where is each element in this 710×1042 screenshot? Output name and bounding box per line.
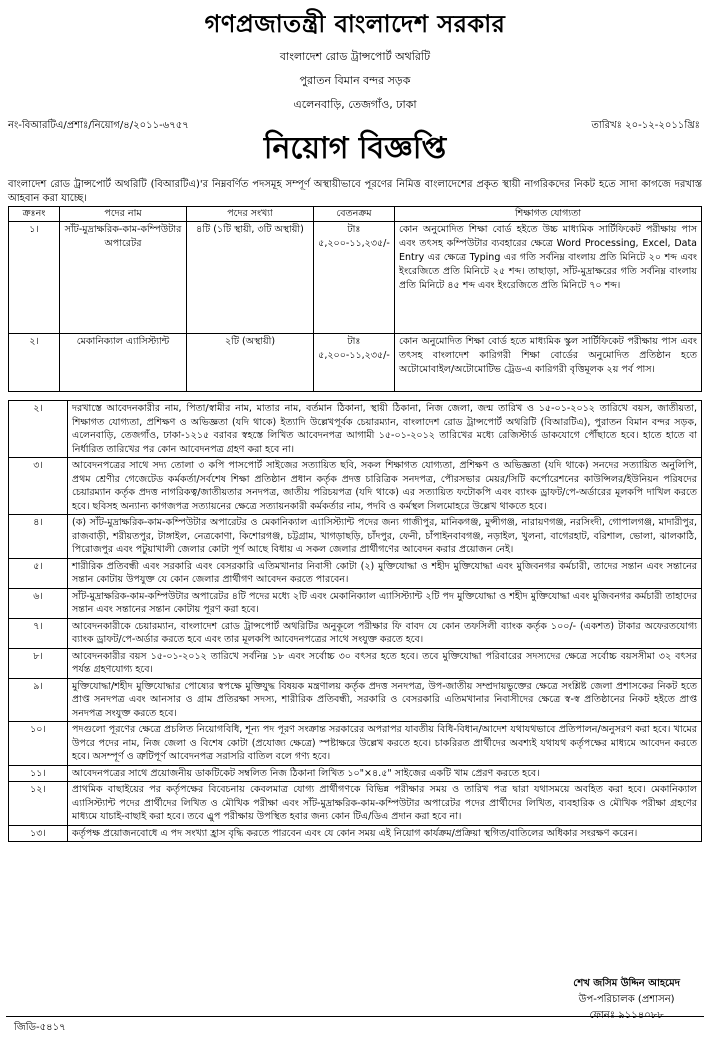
row-post-count: ২টি (অস্থায়ী) xyxy=(187,334,314,392)
row-serial: ২। xyxy=(9,334,60,392)
row-pay-scale: টাঃ ৫,২০০-১১,২৩৫/- xyxy=(314,222,395,334)
condition-number: ৪। xyxy=(9,515,68,559)
row-serial: ১। xyxy=(9,222,60,334)
list-item xyxy=(9,782,702,826)
authority-name: বাংলাদেশ রোড ট্রান্সপোর্ট অথরিটি xyxy=(279,50,431,63)
row-post-name: সাঁট-মুদ্রাক্ষরিক-কাম-কম্পিউটার অপারেটর xyxy=(60,222,187,334)
list-item xyxy=(9,618,702,648)
condition-text: দরখাস্তে আবেদনকারীর নাম, পিতা/স্বামীর নাম, মাতার নাম, বর্তমান ঠিকানা, স্থায়ী ঠিকানা, নিজ জেলা, জন্ম তারিখ ও ১৫-০১-২০১২ তারিখে বয়স, জাতীয়তা, শিক্ষাগত যোগ্যতা, প্রশিক্ষণ ও অভিজ্ঞতা (যদি থাকে) ইত্যাদি উল্লেখপূর্বক চেয়ারম্যান, বাংলাদেশ রোড ট্রান্সপোর্ট অথরিটি (বিআরটিএ), পুরাতন বিমান বন্দর সড়ক, এলেনবাড়ি, তেজগাঁও, ঢাকা-১২১৫ বরাবর স্বহস্তে লিখিত আবেদনপত্র আগামী ১৫-০১-২০১২ তারিখের মধ্যে রেজিস্টার্ড ডাকযোগে পৌঁছাতে হবে। হাতে হাতে বা নির্ধারিত তারিখের পর কোন আবেদনপত্র গ্রহণ করা হবে না। xyxy=(68,401,702,458)
address-line-1: পুরাতন বিমান বন্দর সড়ক xyxy=(299,74,411,87)
condition-number: ৩। xyxy=(9,458,68,515)
header-pay-scale: বেতনক্রম xyxy=(314,207,395,222)
list-item xyxy=(9,558,702,588)
condition-text: আবেদনকারীর বয়স ১৫-০১-২০১২ তারিখে সর্বনিম্ন ১৮ এবং সর্বোচ্চ ৩০ বৎসর হতে হবে। তবে মুক্তিযোদ্ধা পরিবারের সদস্যদের ক্ষেত্রে সর্বোচ্চ বয়সসীমা ৩২ বৎসর পর্যন্ত গ্রহণযোগ্য হবে। xyxy=(68,648,702,678)
list-item xyxy=(9,678,702,722)
condition-text: আবেদনপত্রের সাথে সদ্য তোলা ৩ কপি পাসপোর্ট সাইজের সত্যায়িত ছবি, সকল শিক্ষাগত যোগ্যতা, প্রশিক্ষণ ও অভিজ্ঞতা (যদি থাকে) সনদের সত্যায়িত অনুলিপি, প্রথম শ্রেণীর গেজেটেড কর্মকর্তা/সর্বশেষ শিক্ষা প্রতিষ্ঠান প্রধান কর্তৃক প্রদত্ত চারিত্রিক সনদপত্র, পৌরসভার মেয়র/সিটি কর্পোরেশনের কাউন্সিলর/ইউনিয়ন পরিষদের চেয়ারম্যান কর্তৃক প্রদত্ত নাগরিকত্ব/জাতীয়তার সনদপত্র, জাতীয় পরিচয়পত্র (যদি থাকে) এর সত্যায়িত ফটোকপি এবং ব্যাংক ড্রাফট/পে-অর্ডারের মূলকপি দাখিল করতে হবে। ছবিসহ অন্যান্য কাগজপত্র সত্যায়নের ক্ষেত্রে সত্যায়নকারী কর্মকর্তার নাম, পদবি ও কর্মস্থল সিলমোহরে উল্লেখ থাকতে হবে। xyxy=(68,458,702,515)
condition-number: ৫। xyxy=(9,558,68,588)
header-qualification: শিক্ষাগত যোগ্যতা xyxy=(395,207,702,222)
memo-date: তারিখঃ ২০-১২-২০১১খ্রিঃ xyxy=(591,120,700,131)
list-item xyxy=(9,825,702,842)
condition-number: ১১। xyxy=(9,765,68,782)
condition-text: (ক) সাঁট-মুদ্রাক্ষরিক-কাম-কম্পিউটার অপারেটর ও মেকানিক্যাল এ্যাসিস্ট্যান্ট পদের জন্য গাজীপুর, মানিকগঞ্জ, মুন্সীগঞ্জ, নারায়ণগঞ্জ, নরসিংদী, গোপালগঞ্জ, মাদারীপুর, রাজবাড়ী, শরীয়তপুর, টাঙ্গাইল, নেত্রকোণা, কিশোরগঞ্জ, চট্টগ্রাম, খাগড়াছড়ি, চাঁদপুর, ফেনী, চাঁপাইনবাবগঞ্জ, নড়াইল, খুলনা, বাগেরহাট, বরিশাল, ভোলা, ঝালকাঠি, পিরোজপুর এবং পটুয়াখালী জেলার কোটা পূর্ণ আছে বিধায় এ সকল জেলার প্রার্থীগণের আবেদন করার প্রয়োজন নেই। xyxy=(68,515,702,559)
signatory-designation: উপ-পরিচালক (প্রশাসন) xyxy=(578,994,675,1005)
intro-paragraph: বাংলাদেশ রোড ট্রান্সপোর্ট অথরিটি (বিআরটিএ)'র নিম্নবর্ণিত পদসমূহ সম্পূর্ণ অস্থায়ীভাবে পূরণের নিমিত্ত বাংলাদেশের প্রকৃত স্থায়ী নাগরিকদের নিকট হতে সাদা কাগজে দরখাস্ত আহবান করা যাচ্ছে। xyxy=(8,179,702,204)
condition-number: ৯। xyxy=(9,678,68,722)
condition-text: আবেদনপত্রের সাথে প্রয়োজনীয় ডাকটিকেট সম্বলিত নিজ ঠিকানা লিখিত ১০"×৪.৫" সাইজের একটি খাম প্রেরণ করতে হবে। xyxy=(68,765,702,782)
list-item xyxy=(9,648,702,678)
row-qualification: কোন অনুমোদিত শিক্ষা বোর্ড হইতে উচ্চ মাধ্যমিক সার্টিফিকেট পরীক্ষায় পাস এবং তৎসহ কম্পিউটার ব্যবহারের ক্ষেত্রে Word Processing, Excel, Data Entry এর ক্ষেত্রে Typing এর গতি সর্বনিম্ন বাংলায় প্রতি মিনিটে ২০ শব্দ এবং ইংরেজিতে প্রতি মিনিটে ২৫ শব্দ। তাছাড়া, সাঁট-মুদ্রাক্ষরের গতি সর্বনিম্ন বাংলায় প্রতি মিনিটে ৪৫ শব্দ এবং ইংরেজিতে প্রতি মিনিটে ৭০ শব্দ। xyxy=(395,222,702,334)
header-serial: ক্রঃনং xyxy=(9,207,60,222)
table-row xyxy=(9,222,702,334)
condition-text: প্রাথমিক বাছাইয়ের পর কর্তৃপক্ষের বিবেচনায় কেবলমাত্র যোগ্য প্রার্থীগণকে বিভিন্ন পরীক্ষার সময় ও তারিখ পত্র দ্বারা যথাসময়ে অবহিত করা হবে। মেকানিক্যাল এ্যাসিস্ট্যান্ট পদের প্রার্থীদের লিখিত ও মৌখিক পরীক্ষা এবং সাঁট-মুদ্রাক্ষরিক-কাম-কম্পিউটার অপারেটর পদের প্রার্থীদের লিখিত, ব্যবহারিক ও মৌখিক পরীক্ষা গ্রহণের মাধ্যমে যাচাই-বাছাই করা হবে। তবে এ্রুপ পরীক্ষায় উপস্থিত হবার জন্য কোন টিএ/ডিএ প্রদান করা হবে না। xyxy=(68,782,702,826)
conditions-table xyxy=(8,400,702,842)
condition-number: ৬। xyxy=(9,588,68,618)
condition-text: পদগুলো পূরণের ক্ষেত্রে প্রচলিত নিয়োগবিধি, শূন্য পদ পূরণ সংক্রান্ত সরকারের অপরাপর যাবতীয় বিধি-বিধান/আদেশ যথাযথভাবে প্রতিপালন/অনুসরণ করা হবে। খামের উপরে পদের নাম, নিজ জেলা ও বিশেষ কোটা (প্রযোজ্য ক্ষেত্রে) স্পষ্টাক্ষরে উল্লেখ করতে হবে। চাকরিরত প্রার্থীদের অবশ্যই যথাযথ কর্তৃপক্ষের মাধ্যমে আবেদন করতে হবে। অসম্পূর্ণ ও ত্রুটিপূর্ণ আবেদনপত্র সরাসরি বাতিল বলে গণ্য হবে। xyxy=(68,722,702,766)
notice-title: নিয়োগ বিজ্ঞপ্তি xyxy=(263,131,447,166)
government-title: গণপ্রজাতন্ত্রী বাংলাদেশ সরকার xyxy=(204,10,506,38)
condition-number: ১৩। xyxy=(9,825,68,842)
row-qualification: কোন অনুমোদিত শিক্ষা বোর্ড হতে মাধ্যমিক স্কুল সার্টিফিকেট পরীক্ষায় পাস এবং তৎসহ বাংলাদেশ কারিগরী শিক্ষা বোর্ডের অনুমোদিত প্রতিষ্ঠান হতে অটোমোবাইল/অটোমোটিভ ট্রেড-এ কারিগরী বৃত্তিমূলক ২য় পর্ব পাস। xyxy=(395,334,702,392)
footer-divider xyxy=(6,1016,704,1017)
condition-number: ১২। xyxy=(9,782,68,826)
posts-table xyxy=(8,206,702,392)
row-pay-scale: টাঃ ৫,২০০-১১,২৩৫/- xyxy=(314,334,395,392)
posts-table-header xyxy=(9,207,702,222)
header-post-name: পদের নাম xyxy=(60,207,187,222)
condition-text: আবেদনকারীকে চেয়ারম্যান, বাংলাদেশ রোড ট্রান্সপোর্ট অথরিটির অনুকূলে পরীক্ষার ফি বাবদ যে কোন তফসিলী ব্যাংক কর্তৃক ১০০/- (একশত) টাকার অফেরতযোগ্য ব্যাংক ড্রাফট/পে-অর্ডার করতে হবে এবং তার মূলকপি আবেদনপত্রের সাথে সংযুক্ত করতে হবে। xyxy=(68,618,702,648)
list-item xyxy=(9,722,702,766)
condition-number: ৮। xyxy=(9,648,68,678)
row-post-name: মেকানিক্যাল এ্যাসিস্ট্যান্ট xyxy=(60,334,187,392)
condition-text: মুক্তিযোদ্ধা/শহীদ মুক্তিযোদ্ধার পোষ্যের স্বপক্ষে মুক্তিযুদ্ধ বিষয়ক মন্ত্রণালয় কর্তৃক প্রদত্ত সনদপত্র, উপ-জাতীয় সম্প্রদায়ভুক্তের ক্ষেত্রে সংশ্লিষ্ট জেলা প্রশাসকের নিকট হতে প্রাপ্ত সনদপত্র এবং আনসার ও গ্রাম প্রতিরক্ষা সদস্য, শারীরিক প্রতিবন্ধী, সরকারি ও বেসরকারি এতিমখানার নিবাসীদের ক্ষেত্রে স্ব-স্ব প্রতিষ্ঠানের নিকট হইতে প্রাপ্ত সনদপত্র সংযুক্ত করতে হবে। xyxy=(68,678,702,722)
memo-reference: নং-বিআরটিএ/প্রশাঃ/নিয়োগ/৪/২০১১-৬৭৫৭ xyxy=(8,120,189,131)
signatory-name: শেখ জসিম উদ্দিন আহমেদ xyxy=(573,978,680,989)
table-row xyxy=(9,334,702,392)
condition-text: শারীরিক প্রতিবন্ধী এবং সরকারি এবং বেসরকারি এতিমখানার নিবাসী কোটা (২) মুক্তিযোদ্ধা ও শহীদ মুক্তিযোদ্ধা এবং মুজিবনগর কর্মচারী, তাদের সন্তান এবং সন্তানের সন্তান কোটায় উপযুক্ত যে কোন জেলার প্রার্থীগণ আবেদন করতে পারবেন। xyxy=(68,558,702,588)
gd-number: জিডি-৫৪১৭ xyxy=(14,1022,66,1033)
condition-number: ১০। xyxy=(9,722,68,766)
list-item xyxy=(9,588,702,618)
condition-text: সাঁট-মুদ্রাক্ষরিক-কাম-কম্পিউটার অপারেটর ৪টি পদের মধ্যে ২টি এবং মেকানিক্যাল এ্যাসিস্ট্যান্ট ২টি পদ মুক্তিযোদ্ধা ও শহীদ মুক্তিযোদ্ধা এবং মুজিবনগর কর্মচারী তাহাদের সন্তান এবং সন্তানের সন্তান কোটায় পূরণ করা হবে। xyxy=(68,588,702,618)
list-item xyxy=(9,401,702,458)
list-item xyxy=(9,765,702,782)
header-post-count: পদের সংখ্যা xyxy=(187,207,314,222)
row-post-count: ৪টি (১টি স্থায়ী, ৩টি অস্থায়ী) xyxy=(187,222,314,334)
condition-number: ৭। xyxy=(9,618,68,648)
address-line-2: এলেনবাড়ি, তেজগাঁও, ঢাকা xyxy=(293,98,417,111)
condition-text: কর্তৃপক্ষ প্রয়োজনবোধে এ পদ সংখ্যা হ্রাস বৃদ্ধি করতে পারবেন এবং যে কোন সময় এই নিয়োগ কার্যক্রম/প্রক্রিয়া স্থগিত/বাতিলের অধিকার সংরক্ষণ করেন। xyxy=(68,825,702,842)
signatory-phone: ফোনঃ ৯১১৪০৮৮ xyxy=(589,1010,664,1021)
list-item xyxy=(9,458,702,515)
condition-number: ২। xyxy=(9,401,68,458)
list-item xyxy=(9,515,702,559)
